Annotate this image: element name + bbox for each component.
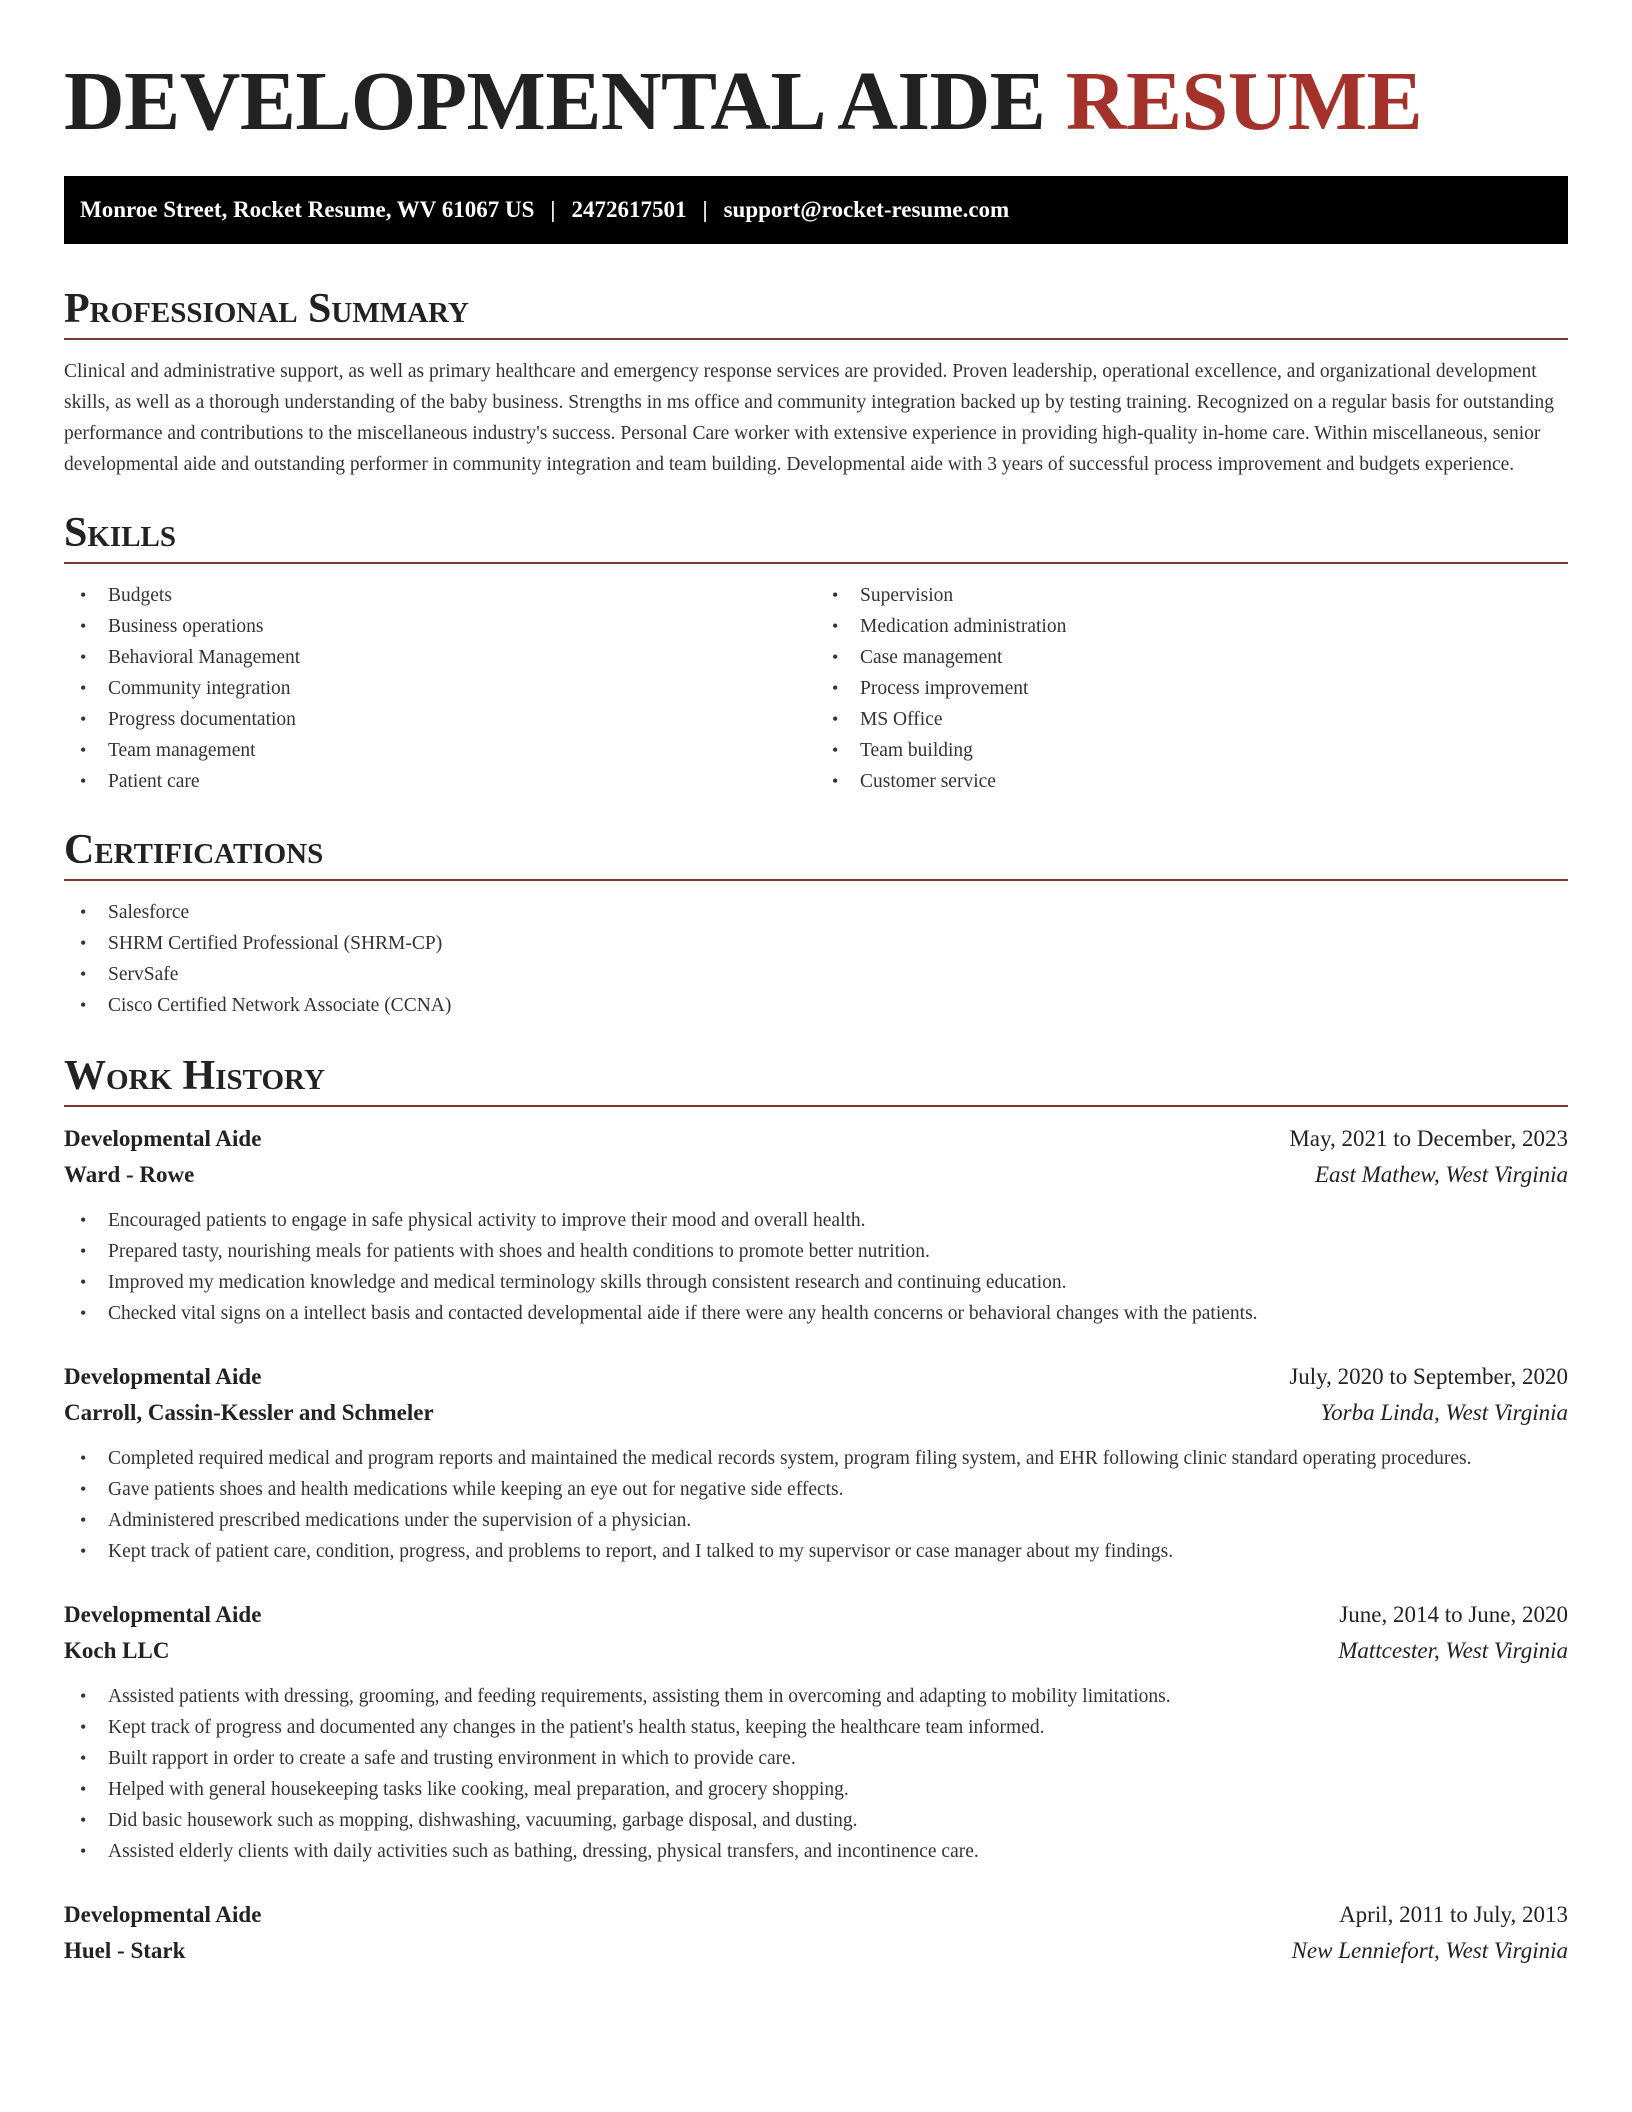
- skill-item-text: Progress documentation: [108, 709, 296, 730]
- bullet-icon: •: [80, 1479, 87, 1499]
- job-bullet: [80, 1536, 1568, 1567]
- skill-item: [80, 735, 816, 766]
- job-bullet: [80, 1712, 1568, 1743]
- bullet-icon: •: [832, 647, 839, 667]
- job-bullet-text: Checked vital signs on a intellect basis and contacted developmental aide if there were any health concerns or behavioral changes with the patients.: [108, 1303, 1258, 1324]
- certification-item-text: Cisco Certified Network Associate (CCNA): [108, 995, 452, 1016]
- certifications-heading: Certifications: [64, 825, 1568, 881]
- bullet-icon: •: [80, 1779, 87, 1799]
- skills-heading: Skills: [64, 508, 1568, 564]
- job-bullet: [80, 1236, 1568, 1267]
- skills-list-right: [816, 580, 1568, 797]
- skills-list-left: [64, 580, 816, 797]
- job-dates: June, 2014 to June, 2020: [1339, 1602, 1568, 1627]
- bullet-icon: •: [80, 1841, 87, 1861]
- skill-item: [832, 642, 1568, 673]
- job-bullet: [80, 1205, 1568, 1236]
- bullet-icon: •: [832, 585, 839, 605]
- work-history-heading: Work History: [64, 1051, 1568, 1107]
- job-company-row: [64, 1633, 1568, 1669]
- job-bullets: [64, 1443, 1568, 1567]
- job-bullet: [80, 1743, 1568, 1774]
- skill-item-text: Customer service: [860, 771, 996, 792]
- job-header-row: [64, 1597, 1568, 1633]
- job-header-row: [64, 1897, 1568, 1933]
- bullet-icon: •: [80, 995, 87, 1015]
- skill-item: [832, 766, 1568, 797]
- contact-address: Monroe Street, Rocket Resume, WV 61067 US: [80, 197, 535, 222]
- skill-item: [80, 704, 816, 735]
- job-bullet: [80, 1805, 1568, 1836]
- skill-item: [832, 673, 1568, 704]
- skill-item-text: Supervision: [860, 585, 954, 606]
- job-bullet-text: Built rapport in order to create a safe and trusting environment in which to provide care.: [108, 1748, 796, 1769]
- certification-item-text: SHRM Certified Professional (SHRM-CP): [108, 933, 443, 954]
- job-title: Developmental Aide: [64, 1364, 262, 1389]
- bullet-icon: •: [80, 647, 87, 667]
- job-bullet-text: Assisted patients with dressing, grooming, and feeding requirements, assisting them in overcoming and adapting to mobility limitations.: [108, 1686, 1171, 1707]
- skill-item: [80, 580, 816, 611]
- job-company: Koch LLC: [64, 1638, 170, 1663]
- skills-grid: [64, 564, 1568, 797]
- bullet-icon: •: [80, 1510, 87, 1530]
- title-accent: RESUME: [1065, 55, 1423, 148]
- title-main: DEVELOPMENTAL AIDE: [64, 55, 1046, 148]
- job-dates: July, 2020 to September, 2020: [1289, 1364, 1568, 1389]
- bullet-icon: •: [80, 933, 87, 953]
- certification-item-text: ServSafe: [108, 964, 179, 985]
- skill-item-text: Process improvement: [860, 678, 1029, 699]
- skill-item-text: Team building: [860, 740, 973, 761]
- bullet-icon: •: [80, 1210, 87, 1230]
- certification-item-text: Salesforce: [108, 902, 190, 923]
- job-bullet-text: Prepared tasty, nourishing meals for patients with shoes and health conditions to promote better nutrition.: [108, 1241, 930, 1262]
- skill-item-text: Business operations: [108, 616, 264, 637]
- job-bullet-text: Completed required medical and program reports and maintained the medical records system, program filing system, and EHR following clinic standard operating procedures.: [108, 1448, 1472, 1469]
- certification-item: [80, 959, 1568, 990]
- job-bullet-text: Gave patients shoes and health medications while keeping an eye out for negative side effects.: [108, 1479, 844, 1500]
- summary-heading: Professional Summary: [64, 284, 1568, 340]
- bullet-icon: •: [832, 678, 839, 698]
- skill-item: [80, 673, 816, 704]
- bullet-icon: •: [80, 1448, 87, 1468]
- job-title: Developmental Aide: [64, 1602, 262, 1627]
- job-bullet-text: Helped with general housekeeping tasks like cooking, meal preparation, and grocery shopping.: [108, 1779, 849, 1800]
- job-entry: [64, 1359, 1568, 1567]
- contact-separator: |: [550, 197, 556, 222]
- bullet-icon: •: [80, 964, 87, 984]
- bullet-icon: •: [80, 740, 87, 760]
- skill-item: [80, 611, 816, 642]
- job-entry: [64, 1897, 1568, 1969]
- certification-item: [80, 990, 1568, 1021]
- bullet-icon: •: [80, 1303, 87, 1323]
- bullet-icon: •: [80, 1272, 87, 1292]
- summary-section: [64, 284, 1568, 480]
- certifications-list: [64, 897, 1568, 1021]
- bullet-icon: •: [80, 709, 87, 729]
- bullet-icon: •: [80, 1748, 87, 1768]
- skill-item: [832, 580, 1568, 611]
- job-title: Developmental Aide: [64, 1902, 262, 1927]
- skill-item-text: Team management: [108, 740, 256, 761]
- job-header-row: [64, 1359, 1568, 1395]
- bullet-icon: •: [80, 902, 87, 922]
- bullet-icon: •: [80, 616, 87, 636]
- bullet-icon: •: [80, 1717, 87, 1737]
- job-company: Huel - Stark: [64, 1938, 186, 1963]
- bullet-icon: •: [80, 1241, 87, 1261]
- job-entry: [64, 1597, 1568, 1867]
- job-location: New Lenniefort, West Virginia: [1291, 1938, 1568, 1963]
- skill-item-text: Patient care: [108, 771, 200, 792]
- work-history-section: [64, 1051, 1568, 1969]
- skill-item: [80, 766, 816, 797]
- contact-phone: 2472617501: [571, 197, 687, 222]
- certification-item: [80, 928, 1568, 959]
- job-bullet: [80, 1836, 1568, 1867]
- job-bullet: [80, 1774, 1568, 1805]
- bullet-icon: •: [80, 1686, 87, 1706]
- job-location: Mattcester, West Virginia: [1338, 1638, 1568, 1663]
- job-header-row: [64, 1121, 1568, 1157]
- skill-item-text: Behavioral Management: [108, 647, 301, 668]
- certifications-section: [64, 825, 1568, 1021]
- job-bullet-text: Kept track of patient care, condition, progress, and problems to report, and I talked to my supervisor or case manager about my findings.: [108, 1541, 1174, 1562]
- job-company-row: [64, 1395, 1568, 1431]
- job-bullet-text: Did basic housework such as mopping, dishwashing, vacuuming, garbage disposal, and dusting.: [108, 1810, 858, 1831]
- job-bullet: [80, 1505, 1568, 1536]
- skill-item-text: MS Office: [860, 709, 943, 730]
- job-bullet: [80, 1681, 1568, 1712]
- bullet-icon: •: [80, 771, 87, 791]
- skills-section: [64, 508, 1568, 797]
- jobs-container: [64, 1121, 1568, 1969]
- skill-item: [832, 611, 1568, 642]
- job-bullet-text: Assisted elderly clients with daily activities such as bathing, dressing, physical transfers, and incontinence care.: [108, 1841, 979, 1862]
- job-bullet: [80, 1474, 1568, 1505]
- job-bullet-text: Improved my medication knowledge and medical terminology skills through consistent research and continuing education.: [108, 1272, 1067, 1293]
- job-bullet: [80, 1298, 1568, 1329]
- bullet-icon: •: [80, 1541, 87, 1561]
- summary-text: Clinical and administrative support, as well as primary healthcare and emergency response services are provided. Proven leadership, operational excellence, and organizational development skills, as well as a thorough understanding of the baby business. Strengths in ms office and community integration backed up by testing training. Recognized on a regular basis for outstanding performance and contributions to the miscellaneous industry's success. Personal Care worker with extensive experience in providing high-quality in-home care. Within miscellaneous, senior developmental aide and outstanding performer in community integration and team building. Developmental aide with 3 years of successful process improvement and budgets experience.: [64, 361, 1555, 475]
- job-bullets: [64, 1205, 1568, 1329]
- job-location: Yorba Linda, West Virginia: [1320, 1400, 1568, 1425]
- job-company-row: [64, 1933, 1568, 1969]
- job-title: Developmental Aide: [64, 1126, 262, 1151]
- certification-item: [80, 897, 1568, 928]
- contact-separator: |: [702, 197, 708, 222]
- bullet-icon: •: [80, 585, 87, 605]
- skill-item: [832, 704, 1568, 735]
- job-dates: May, 2021 to December, 2023: [1289, 1126, 1568, 1151]
- job-company: Carroll, Cassin-Kessler and Schmeler: [64, 1400, 434, 1425]
- resume-title: [64, 0, 1568, 152]
- job-company-row: [64, 1157, 1568, 1193]
- contact-bar: [64, 176, 1568, 244]
- job-location: East Mathew, West Virginia: [1315, 1162, 1568, 1187]
- bullet-icon: •: [832, 771, 839, 791]
- contact-email: support@rocket-resume.com: [723, 197, 1010, 222]
- skill-item-text: Medication administration: [860, 616, 1067, 637]
- resume-page: [64, 0, 1568, 1969]
- job-entry: [64, 1121, 1568, 1329]
- bullet-icon: •: [832, 740, 839, 760]
- skill-item-text: Budgets: [108, 585, 172, 606]
- skill-item: [832, 735, 1568, 766]
- job-bullets: [64, 1681, 1568, 1867]
- skill-item-text: Case management: [860, 647, 1003, 668]
- job-bullet-text: Administered prescribed medications under the supervision of a physician.: [108, 1510, 692, 1531]
- skill-item-text: Community integration: [108, 678, 291, 699]
- bullet-icon: •: [832, 709, 839, 729]
- bullet-icon: •: [80, 678, 87, 698]
- job-bullet: [80, 1443, 1568, 1474]
- job-bullet-text: Encouraged patients to engage in safe physical activity to improve their mood and overall health.: [108, 1210, 866, 1231]
- job-bullet-text: Kept track of progress and documented any changes in the patient's health status, keeping the healthcare team informed.: [108, 1717, 1045, 1738]
- bullet-icon: •: [832, 616, 839, 636]
- job-dates: April, 2011 to July, 2013: [1339, 1902, 1568, 1927]
- skill-item: [80, 642, 816, 673]
- bullet-icon: •: [80, 1810, 87, 1830]
- job-bullet: [80, 1267, 1568, 1298]
- job-company: Ward - Rowe: [64, 1162, 195, 1187]
